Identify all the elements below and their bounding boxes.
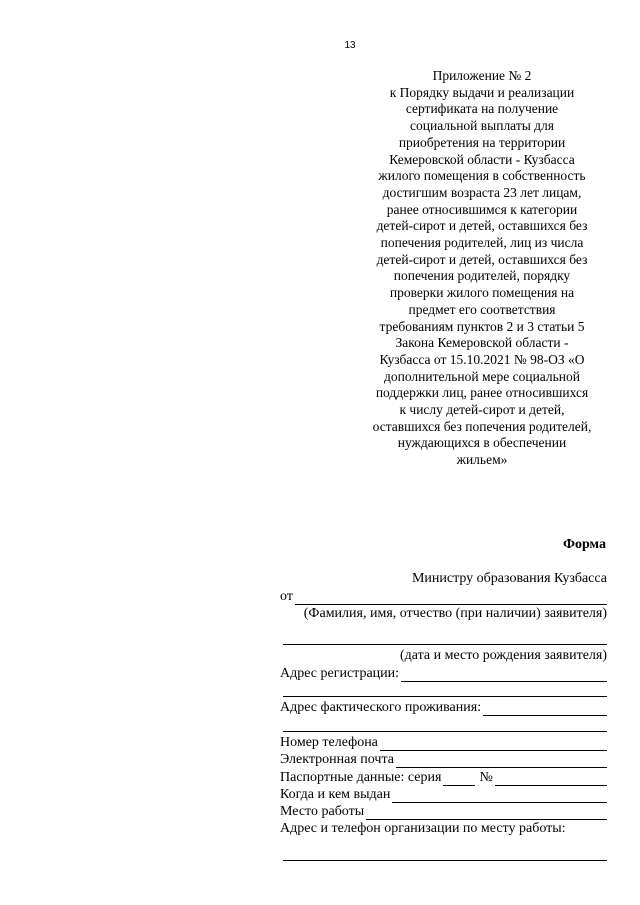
work-address-label: Адрес и телефон организации по месту работы: [280, 821, 566, 837]
appendix-line: попечения родителей, порядку [393, 268, 571, 284]
appendix-line: Закона Кемеровской области - [395, 335, 569, 351]
appendix-line: дополнительной мере социальной [383, 368, 580, 384]
addressee-row [280, 570, 607, 587]
appendix-line: поддержки лиц, ранее относившихся [375, 385, 589, 401]
email-row [280, 751, 607, 768]
name-caption-row [280, 605, 607, 622]
appendix-line: требованиям пунктов 2 и 3 статьи 5 [379, 318, 585, 334]
passport-number-field[interactable] [495, 773, 607, 786]
appendix-line: к числу детей-сирот и детей, [399, 402, 565, 418]
work-label: Место работы [280, 804, 365, 820]
work-address-field[interactable] [280, 845, 607, 862]
birth-caption: (дата и место рождения заявителя) [400, 648, 607, 664]
appendix-line: достигшим возраста 23 лет лицам, [382, 184, 582, 200]
actual-address-field[interactable] [483, 703, 607, 716]
work-address-row [280, 820, 607, 837]
form-label: Форма [562, 537, 606, 552]
appendix-line: нуждающихся в обеспечении [397, 435, 567, 451]
page-number: 13 [344, 40, 356, 51]
issued-row [280, 786, 607, 803]
registration-field-continued[interactable] [280, 682, 607, 699]
phone-field[interactable] [380, 738, 607, 751]
appendix-line: сертификата на получение [405, 101, 559, 117]
email-label: Электронная почта [280, 752, 394, 768]
appendix-line: проверки жилого помещения на [389, 285, 575, 301]
appendix-line: жильем» [456, 452, 508, 468]
appendix-line: жилого помещения в собственность [378, 168, 586, 184]
appendix-line: ранее относившимся к категории [386, 201, 578, 217]
from-label: от [280, 588, 293, 604]
appendix-line: Приложение № 2 [432, 68, 532, 83]
appendix-line: Кемеровской области - Кузбасса [389, 151, 575, 167]
phone-label: Номер телефона [280, 734, 378, 750]
issued-field[interactable] [392, 790, 607, 803]
appendix-line: детей-сирот и детей, оставшихся без [376, 251, 588, 267]
appendix-line: социальной выплаты для [410, 118, 554, 134]
application-form [280, 570, 607, 863]
birth-field[interactable] [280, 630, 607, 647]
actual-address-row [280, 699, 607, 716]
work-row [280, 803, 607, 820]
issued-label: Когда и кем выдан [280, 786, 391, 802]
addressee: Министру образования Кузбасса [411, 571, 607, 587]
birth-caption-row [280, 647, 607, 664]
appendix-line: оставшихся без попечения родителей, [372, 418, 592, 434]
appendix-line: Кузбасса от 15.10.2021 № 98-ОЗ «О [379, 351, 585, 367]
appendix-line: приобретения на территории [398, 134, 566, 150]
name-caption: (Фамилия, имя, отчество (при наличии) заявителя) [303, 605, 607, 621]
registration-field[interactable] [401, 669, 607, 682]
registration-label: Адрес регистрации: [280, 665, 400, 681]
appendix-line: попечения родителей, лиц из числа [380, 235, 584, 251]
appendix-line: предмет его соответствия [408, 301, 556, 317]
email-field[interactable] [396, 755, 607, 768]
appendix-line: детей-сирот и детей, оставшихся без [376, 218, 588, 234]
phone-row [280, 734, 607, 751]
work-field[interactable] [366, 807, 607, 820]
passport-row [280, 768, 607, 785]
applicant-name-field[interactable] [295, 592, 607, 605]
passport-label: Паспортные данные: серия [280, 769, 442, 785]
actual-address-label: Адрес фактического проживания: [280, 700, 482, 716]
passport-series-field[interactable] [443, 773, 475, 786]
registration-row [280, 664, 607, 681]
from-row [280, 587, 607, 604]
passport-number-label: № [479, 769, 493, 785]
actual-address-field-continued[interactable] [280, 716, 607, 733]
appendix-header [357, 68, 607, 469]
appendix-line: к Порядку выдачи и реализации [389, 84, 575, 100]
